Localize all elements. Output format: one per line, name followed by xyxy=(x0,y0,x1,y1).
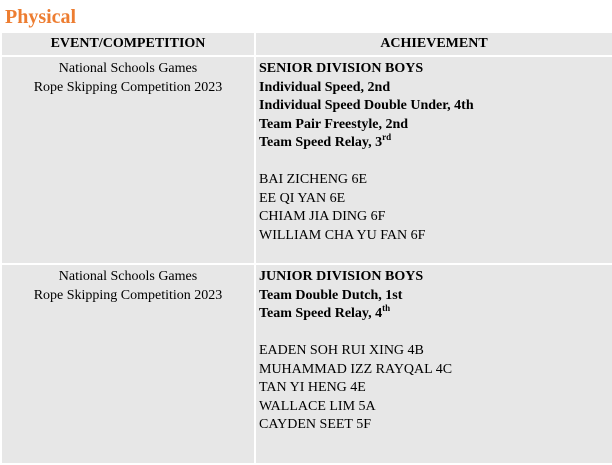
award-item: Individual Speed Double Under, 4th xyxy=(259,98,474,113)
student-name: MUHAMMAD IZZ RAYQAL 4C xyxy=(259,361,453,377)
achievement-cell xyxy=(255,56,612,264)
column-header-achievement: ACHIEVEMENT xyxy=(255,32,612,56)
achievements-table xyxy=(0,31,612,465)
competition-name: Rope Skipping Competition 2023 xyxy=(33,287,223,303)
ordinal-suffix: rd xyxy=(382,132,392,142)
award-item: Team Double Dutch, 1st xyxy=(259,287,403,303)
event-name: National Schools Games xyxy=(58,269,198,284)
event-name: National Schools Games xyxy=(58,61,198,76)
student-name: WALLACE LIM 5A xyxy=(259,398,376,414)
table-row xyxy=(1,264,612,464)
award-item-last xyxy=(259,305,608,324)
event-cell xyxy=(1,56,255,264)
award-item: Individual Speed, 2nd xyxy=(259,79,391,95)
student-name: BAI ZICHENG 6E xyxy=(259,172,368,187)
achievement-cell xyxy=(255,264,612,464)
student-name: CAYDEN SEET 5F xyxy=(259,417,372,432)
section-title: Physical xyxy=(5,6,77,28)
table-row xyxy=(1,56,612,264)
student-name: WILLIAM CHA YU FAN 6F xyxy=(259,227,426,243)
award-item-last xyxy=(259,134,608,153)
column-header-event: EVENT/COMPETITION xyxy=(1,32,255,56)
ordinal-suffix: th xyxy=(382,303,391,313)
student-name: CHIAM JIA DING 6F xyxy=(259,209,386,224)
division-title: JUNIOR DIVISION BOYS xyxy=(259,269,424,284)
student-name: EE QI YAN 6E xyxy=(259,190,346,206)
award-item: Team Pair Freestyle, 2nd xyxy=(259,116,409,132)
table-header-row xyxy=(1,32,612,56)
award-text: Team Speed Relay, 3 xyxy=(259,135,383,150)
division-title: SENIOR DIVISION BOYS xyxy=(259,61,424,76)
competition-name: Rope Skipping Competition 2023 xyxy=(33,79,223,95)
student-name: EADEN SOH RUI XING 4B xyxy=(259,343,424,358)
event-cell xyxy=(1,264,255,464)
award-text: Team Speed Relay, 4 xyxy=(259,306,383,321)
student-name: TAN YI HENG 4E xyxy=(259,380,366,395)
